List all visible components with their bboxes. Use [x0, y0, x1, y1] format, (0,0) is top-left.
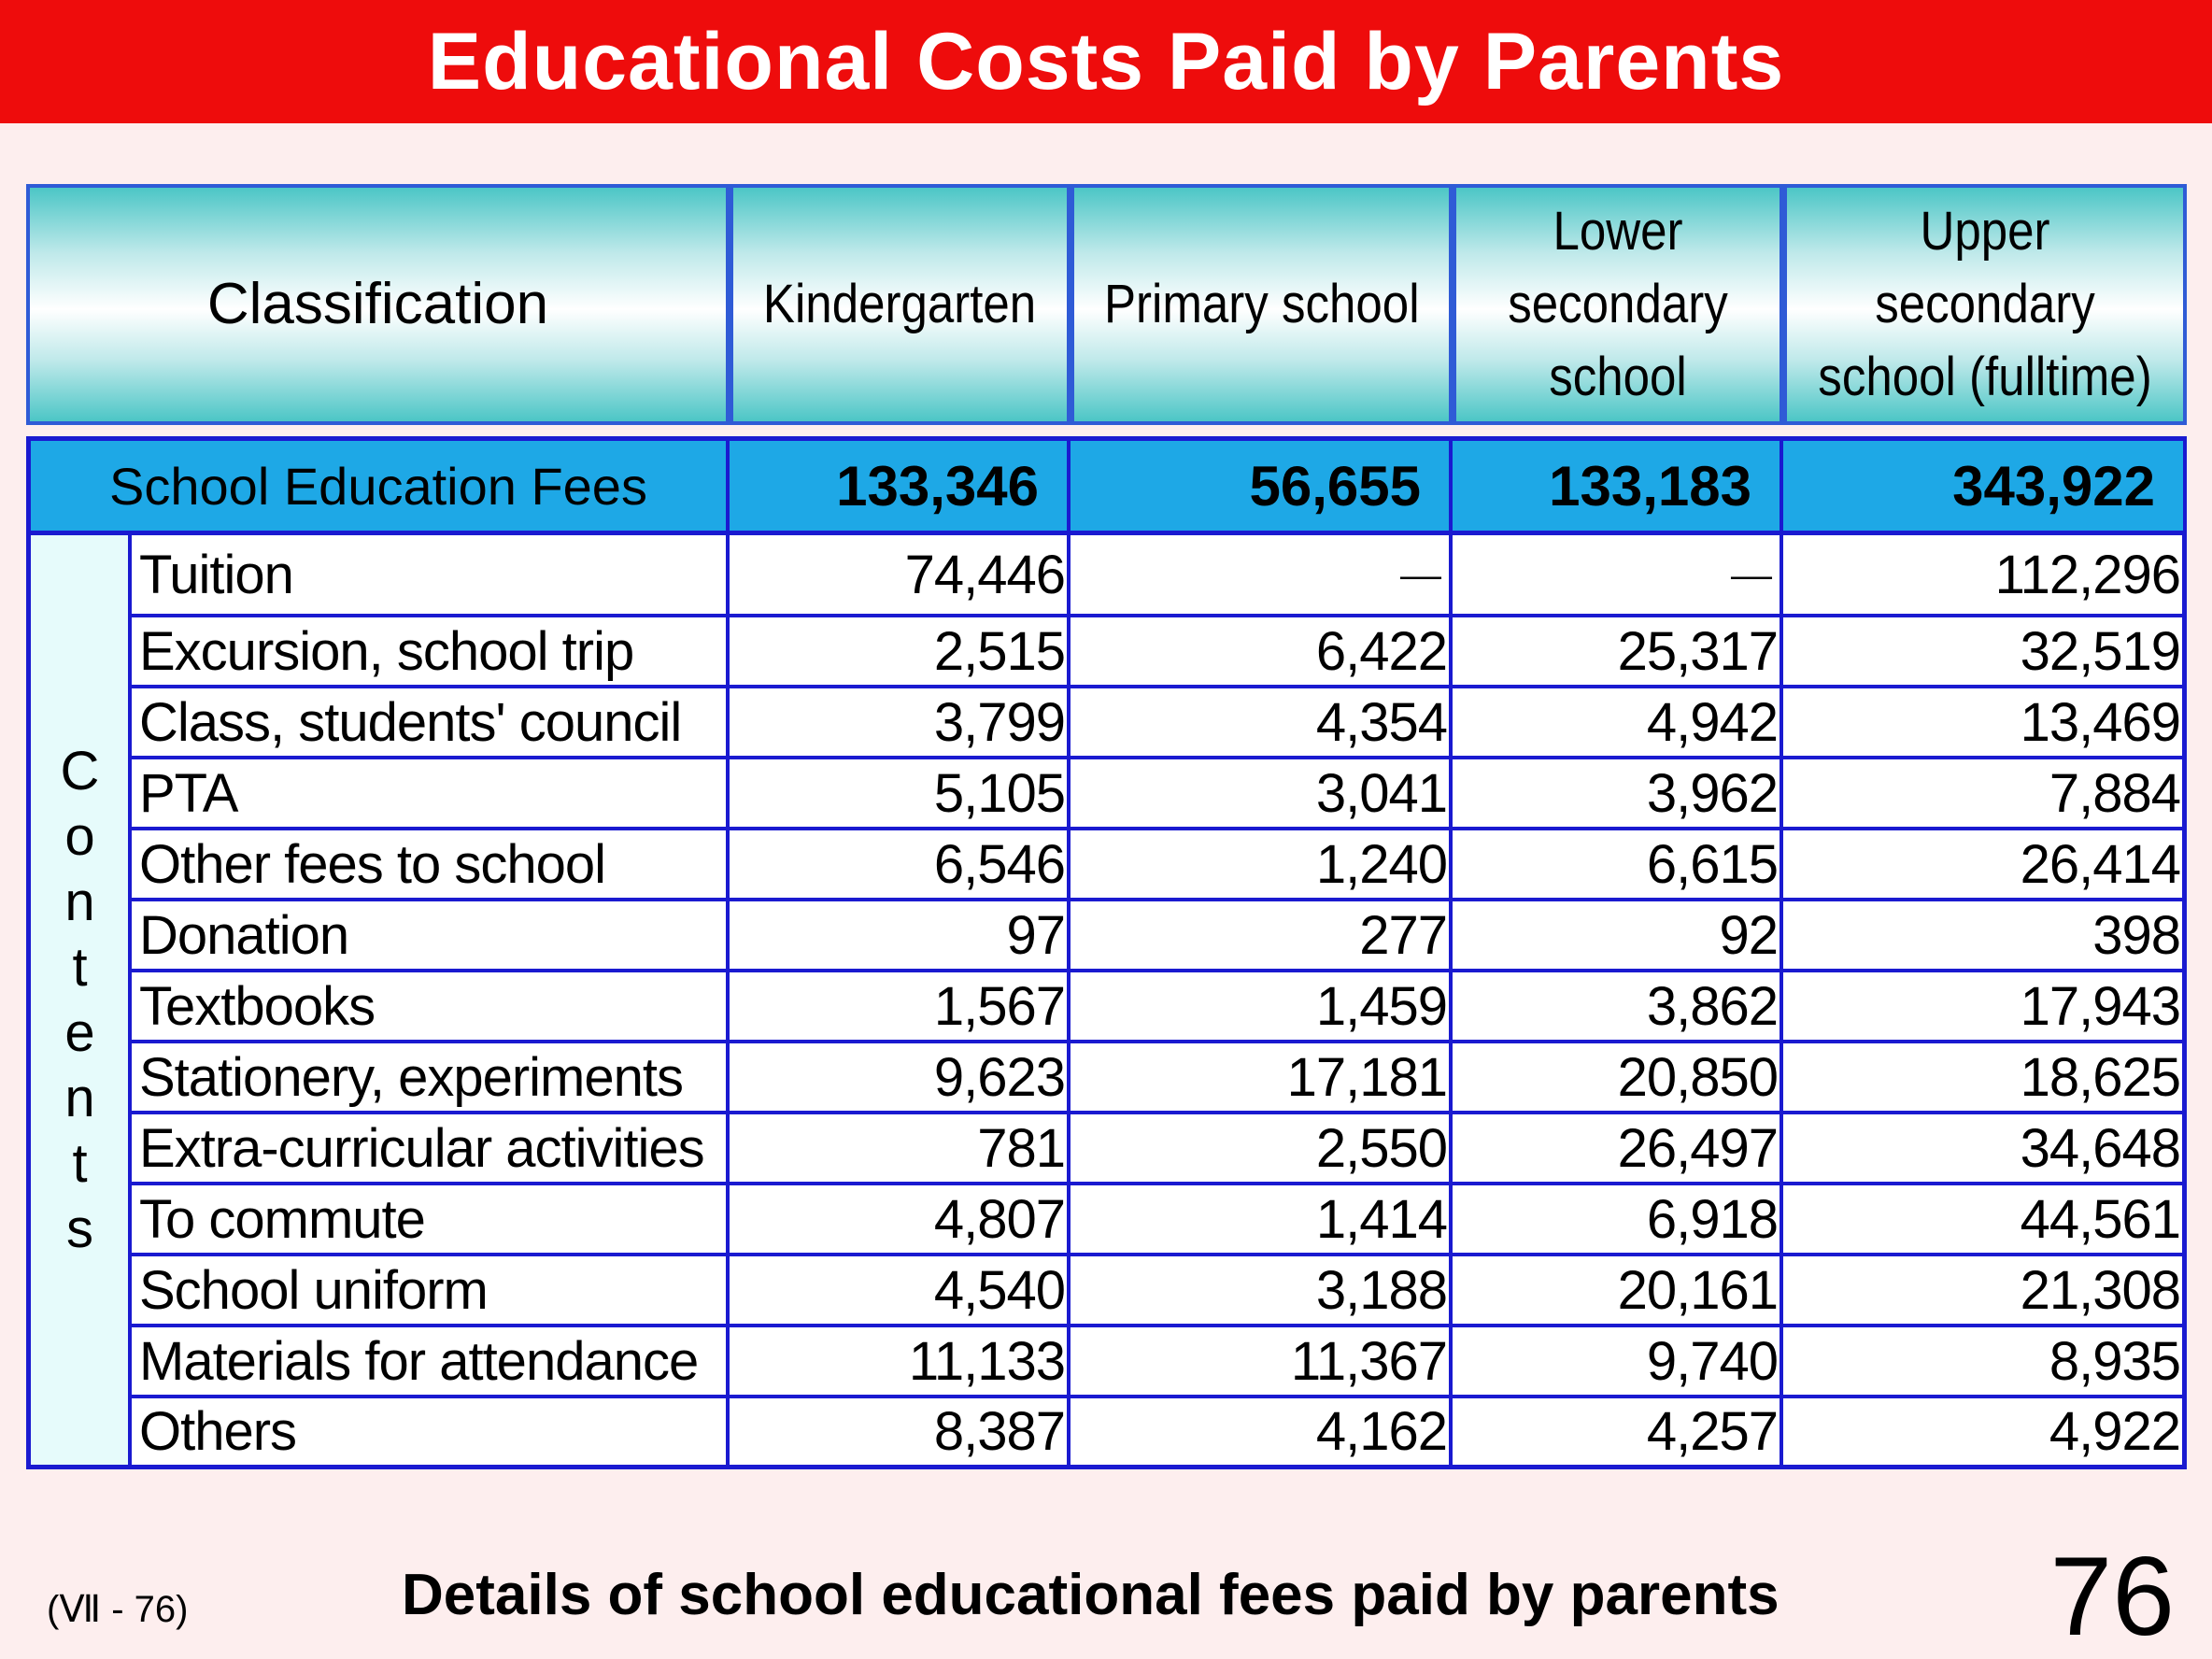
slide-code: (Ⅶ - 76) — [47, 1589, 189, 1630]
table-row — [26, 1185, 2187, 1256]
cell-value: 1,240 — [1071, 830, 1453, 901]
cell-value: 1,414 — [1071, 1185, 1453, 1256]
cell-value: 3,041 — [1071, 759, 1453, 830]
cell-value: 20,850 — [1453, 1043, 1783, 1114]
cell-value: － — [1071, 535, 1453, 617]
cell-value: 9,623 — [730, 1043, 1071, 1114]
cell-value: 1,459 — [1071, 972, 1453, 1043]
summary-value: 133,346 — [730, 436, 1071, 535]
cell-value: 6,918 — [1453, 1185, 1783, 1256]
cell-value: 277 — [1071, 901, 1453, 972]
table-row — [26, 901, 2187, 972]
table-row — [26, 1256, 2187, 1327]
cell-value: 8,935 — [1783, 1327, 2187, 1398]
row-label: Extra-curricular activities — [132, 1114, 730, 1185]
cell-value: 20,161 — [1453, 1256, 1783, 1327]
header-classification: Classification — [26, 184, 730, 425]
row-label: To commute — [132, 1185, 730, 1256]
footer-caption: Details of school educational fees paid by parents — [402, 1563, 1780, 1627]
cell-value: 8,387 — [730, 1398, 1071, 1469]
cell-value: － — [1453, 535, 1783, 617]
table-row — [26, 1327, 2187, 1398]
summary-label: School Education Fees — [26, 436, 730, 535]
cell-value: 781 — [730, 1114, 1071, 1185]
cell-value: 2,515 — [730, 617, 1071, 688]
header-kindergarten: Kindergarten — [730, 184, 1071, 425]
summary-value: 343,922 — [1783, 436, 2187, 535]
row-label: Class, students' council — [132, 688, 730, 759]
cell-value: 3,962 — [1453, 759, 1783, 830]
contents-letter: t — [72, 936, 87, 998]
contents-letter: t — [72, 1132, 87, 1194]
cell-value: 6,422 — [1071, 617, 1453, 688]
row-label: School uniform — [132, 1256, 730, 1327]
row-label: Donation — [132, 901, 730, 972]
cell-value: 34,648 — [1783, 1114, 2187, 1185]
contents-letter: o — [64, 805, 94, 867]
cell-value: 2,550 — [1071, 1114, 1453, 1185]
contents-letter: n — [64, 871, 94, 932]
cell-value: 3,862 — [1453, 972, 1783, 1043]
cell-value: 6,546 — [730, 830, 1071, 901]
table-row — [26, 688, 2187, 759]
cell-value: 44,561 — [1783, 1185, 2187, 1256]
cell-value: 18,625 — [1783, 1043, 2187, 1114]
table-row — [26, 759, 2187, 830]
header-primary-school: Primary school — [1071, 184, 1453, 425]
summary-value: 56,655 — [1071, 436, 1453, 535]
cell-value: 3,799 — [730, 688, 1071, 759]
cost-table-container — [26, 184, 2187, 1469]
cost-table — [26, 184, 2187, 1469]
cell-value: 11,133 — [730, 1327, 1071, 1398]
cell-value: 13,469 — [1783, 688, 2187, 759]
contents-letter: s — [66, 1198, 92, 1259]
cell-value: 21,308 — [1783, 1256, 2187, 1327]
table-row — [26, 1114, 2187, 1185]
row-label: Excursion, school trip — [132, 617, 730, 688]
cell-value: 7,884 — [1783, 759, 2187, 830]
cell-value: 4,162 — [1071, 1398, 1453, 1469]
header-upper-secondary: Upper secondary school (fulltime) — [1783, 184, 2187, 425]
cell-value: 4,257 — [1453, 1398, 1783, 1469]
cell-value: 11,367 — [1071, 1327, 1453, 1398]
contents-letter: n — [64, 1067, 94, 1128]
row-label: Stationery, experiments — [132, 1043, 730, 1114]
cell-value: 398 — [1783, 901, 2187, 972]
cell-value: 17,181 — [1071, 1043, 1453, 1114]
row-label: Other fees to school — [132, 830, 730, 901]
cell-value: 4,922 — [1783, 1398, 2187, 1469]
row-label: Textbooks — [132, 972, 730, 1043]
cell-value: 3,188 — [1071, 1256, 1453, 1327]
cell-value: 5,105 — [730, 759, 1071, 830]
table-row — [26, 972, 2187, 1043]
cell-value: 92 — [1453, 901, 1783, 972]
summary-row — [26, 436, 2187, 535]
cell-value: 4,807 — [730, 1185, 1071, 1256]
row-label: Tuition — [132, 535, 730, 617]
row-label: Materials for attendance — [132, 1327, 730, 1398]
contents-letter: C — [60, 740, 99, 801]
cell-value: 17,943 — [1783, 972, 2187, 1043]
cell-value: 4,942 — [1453, 688, 1783, 759]
cell-value: 32,519 — [1783, 617, 2187, 688]
cell-value: 26,497 — [1453, 1114, 1783, 1185]
table-row — [26, 1398, 2187, 1469]
cell-value: 74,446 — [730, 535, 1071, 617]
page-number: 76 — [2049, 1534, 2175, 1659]
table-row — [26, 617, 2187, 688]
cell-value: 4,540 — [730, 1256, 1071, 1327]
page-title: Educational Costs Paid by Parents — [427, 16, 1785, 106]
cell-value: 4,354 — [1071, 688, 1453, 759]
contents-group-label — [26, 535, 132, 1469]
contents-letter: e — [64, 1001, 94, 1063]
row-label: PTA — [132, 759, 730, 830]
cell-value: 97 — [730, 901, 1071, 972]
cell-value: 6,615 — [1453, 830, 1783, 901]
table-row — [26, 1043, 2187, 1114]
title-bar — [0, 0, 2212, 123]
header-lower-secondary: Lower secondary school — [1453, 184, 1783, 425]
cell-value: 112,296 — [1783, 535, 2187, 617]
table-row — [26, 535, 2187, 617]
cell-value: 9,740 — [1453, 1327, 1783, 1398]
cell-value: 26,414 — [1783, 830, 2187, 901]
summary-value: 133,183 — [1453, 436, 1783, 535]
row-label: Others — [132, 1398, 730, 1469]
cell-value: 1,567 — [730, 972, 1071, 1043]
cell-value: 25,317 — [1453, 617, 1783, 688]
header-row — [26, 184, 2187, 425]
table-row — [26, 830, 2187, 901]
